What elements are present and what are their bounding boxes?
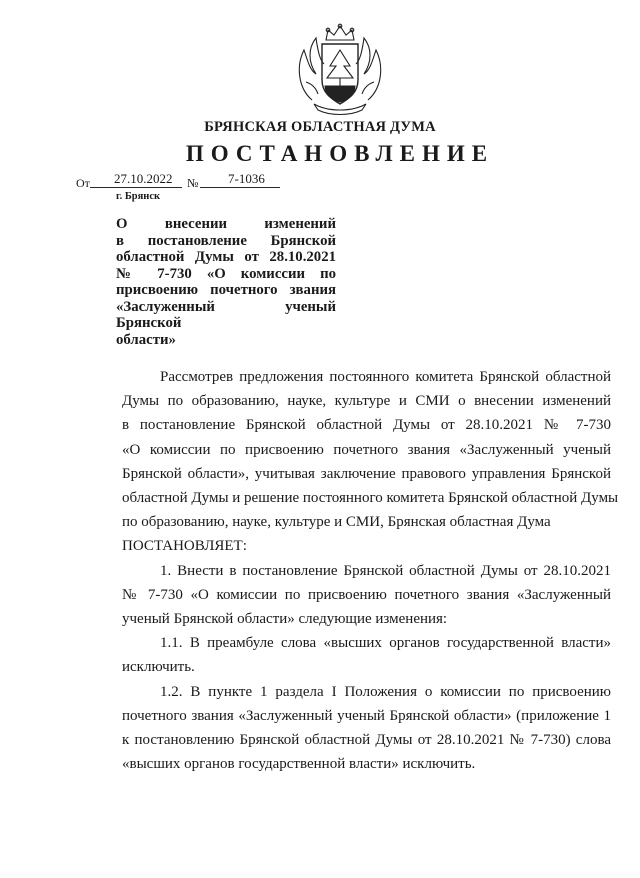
- number-underline: [200, 187, 280, 188]
- preamble-paragraph: [122, 365, 619, 534]
- preamble-line: областной Думы и решение постоянного комитета Брянской областной Думы: [122, 490, 619, 507]
- preamble-line: «О комиссии по присвоению почетного звания «Заслуженный ученый: [122, 441, 611, 458]
- preamble-line: Рассмотрев предложения постоянного комитета Брянской областной: [160, 369, 611, 385]
- item-1-1-paragraph: [122, 631, 611, 679]
- preamble-line: Думы по образованию, науке, культуре и СМИ о внесении изменений: [122, 393, 611, 410]
- item-1-2-line: почетного звания «Заслуженный ученый Брянской области» (приложение 1: [122, 707, 611, 724]
- preamble-line: Брянской области», учитывая заключение правового управления Брянской: [122, 465, 611, 482]
- item-1-paragraph: [122, 559, 611, 632]
- item-1-line: 1. Внести в постановление Брянской областной Думы от 28.10.2021: [160, 562, 611, 579]
- title-line: области»: [116, 331, 176, 348]
- bryansk-coat-of-arms-icon: [294, 22, 386, 116]
- date-prefix: От: [76, 176, 90, 190]
- item-1-2-paragraph: [122, 680, 611, 777]
- title-line: областной Думы от 28.10.2021: [116, 249, 336, 265]
- item-1-line: № 7-730 «О комиссии по присвоению почетного звания «Заслуженный: [122, 586, 611, 603]
- title-line: «Заслуженный ученый Брянской: [116, 298, 336, 331]
- item-1-2-line: 1.2. В пункте 1 раздела I Положения о комиссии по присвоению: [160, 683, 611, 700]
- preamble-line: по образованию, науке, культуре и СМИ, Брянская областная Дума: [122, 514, 551, 531]
- title-line: О внесении изменений: [116, 216, 336, 232]
- document-body: [122, 365, 619, 776]
- organization-name: БРЯНСКАЯ ОБЛАСТНАЯ ДУМА: [204, 119, 436, 135]
- document-city: г. Брянск: [116, 191, 161, 202]
- title-line: присвоению почетного звания: [116, 282, 336, 298]
- item-1-line: ученый Брянской области» следующие изменения:: [122, 611, 448, 628]
- date-underline: [90, 187, 182, 188]
- preamble-line: в постановление Брянской областной Думы от 28.10.2021 № 7-730: [122, 417, 611, 434]
- document-title: [116, 216, 336, 348]
- number-prefix: №: [187, 176, 199, 190]
- title-line: в постановление Брянской: [116, 232, 336, 249]
- item-1-2-line: «высших органов государственной власти» исключить.: [122, 756, 476, 773]
- title-line: № 7-730 «О комиссии по: [116, 265, 336, 282]
- item-1-1-line: 1.1. В преамбуле слова «высших органов государственной власти»: [160, 635, 611, 652]
- document-number: 7-1036: [228, 171, 265, 186]
- item-1-2-line: к постановлению Брянской областной Думы от 28.10.2021 № 7-730) слова: [122, 732, 611, 749]
- resolves-heading: ПОСТАНОВЛЯЕТ:: [122, 538, 247, 555]
- item-1-1-line: исключить.: [122, 659, 195, 676]
- document-type: ПОСТАНОВЛЕНИЕ: [185, 141, 495, 166]
- document-date: 27.10.2022: [114, 171, 173, 186]
